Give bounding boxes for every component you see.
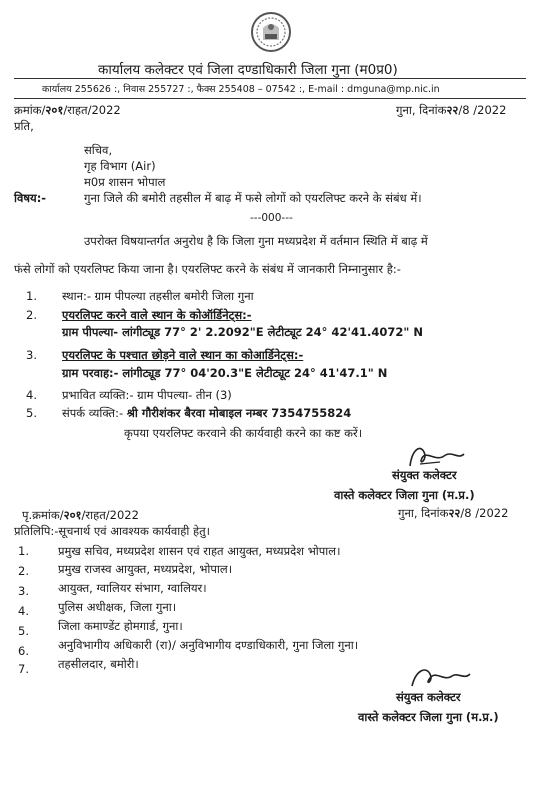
recipient-number: 1.	[18, 544, 29, 558]
contact-line: कार्यालय 255626 :, निवास 255727 :, फैक्स 255408 – 07542 :, E-mail : dmguna@mp.nic.in	[42, 84, 440, 95]
recipient-number: 2.	[18, 564, 29, 578]
copy-reference-date: गुना, दिनांक२२/8 /2022	[398, 506, 509, 520]
item-affected-persons: प्रभावित व्यक्ति:- ग्राम पीपल्या- तीन (3)	[62, 388, 232, 402]
header-rule-top	[14, 78, 526, 79]
recipient-number: 4.	[18, 604, 29, 618]
recipient-item: आयुक्त, ग्वालियर संभाग, ग्वालियर।	[58, 581, 207, 595]
item-airlift-origin-heading: एयरलिफ्ट करने वाले स्थान के कोऑर्डिनेट्स:-	[62, 308, 252, 322]
item-number: 1.	[26, 289, 37, 303]
recipient-number: 5.	[18, 624, 29, 638]
item-airlift-destination-heading: एयरलिफ्ट के पश्चात छोड़ने वाले स्थान का कोआर्डिनेट्स:-	[62, 348, 304, 362]
recipient-number: 7.	[18, 662, 29, 676]
addressee-line1: सचिव,	[84, 143, 113, 157]
item-number: 4.	[26, 388, 37, 402]
signature-scribble	[404, 662, 474, 692]
request-line: कृपया एयरलिफ्ट करवाने की कार्यवाही करने का कष्ट करें।	[124, 426, 363, 440]
recipient-number: 6.	[18, 644, 29, 658]
reference-date: गुना, दिनांक२२/8 /2022	[396, 103, 507, 117]
addressee-line3: म0प्र शासन भोपाल	[84, 175, 166, 189]
item-airlift-origin-coords: ग्राम पीपल्या- लांगीट्यूड 77° 2' 2.2092"E लेटीट्यूट 24° 42'41.4072" N	[62, 325, 423, 339]
recipient-item: प्रमुख सचिव, मध्यप्रदेश शासन एवं राहत आयुक्त, मध्यप्रदेश भोपाल।	[58, 544, 341, 558]
copy-reference-number: पृ.क्रमांक/२०१/राहत/2022	[22, 508, 139, 522]
item-location: स्थान:- ग्राम पीपल्या तहसील बमोरी जिला गुना	[62, 289, 254, 303]
recipient-item: तहसीलदार, बमोरी।	[58, 657, 139, 671]
item-number: 3.	[26, 348, 37, 362]
reference-number: क्रमांक/२०१/राहत/2022	[14, 103, 121, 117]
item-number: 5.	[26, 406, 37, 420]
recipient-number: 3.	[18, 584, 29, 598]
addressee-line2: गृह विभाग (Air)	[84, 159, 156, 173]
recipient-item: अनुविभागीय अधिकारी (रा)/ अनुविभागीय दण्डाधिकारी, गुना जिला गुना।	[58, 638, 359, 652]
subject-text: गुना जिले की बमोरी तहसील में बाढ़ में फसे लोगों को एयरलिफ्ट करने के संबंध में।	[84, 191, 422, 205]
item-airlift-destination-coords: ग्राम परवाह:- लांगीट्यूड 77° 04'20.3"E लेटीट्यूट 24° 41'47.1" N	[62, 366, 388, 380]
signature1-office: वास्ते कलेक्टर जिला गुना (म.प्र.)	[334, 488, 475, 502]
separator: ---000---	[250, 212, 293, 224]
signature2-office: वास्ते कलेक्टर जिला गुना (म.प्र.)	[358, 710, 499, 724]
recipient-item: जिला कमाण्डेंट होमगार्ड, गुना।	[58, 619, 183, 633]
recipient-item: प्रमुख राजस्व आयुक्त, मध्यप्रदेश, भोपाल।	[58, 562, 233, 576]
item-contact-person: संपर्क व्यक्ति:- श्री गौरीशंकर बैरवा मोबाइल नम्बर 7354755824	[62, 406, 352, 420]
header-rule-bottom	[14, 98, 526, 99]
body-para-line2: फंसे लोगों को एयरलिफ्ट किया जाना है। एयरलिफ्ट करने के संबंध में जानकारी निम्नानुसार है:-	[14, 262, 401, 276]
signature2-designation: संयुक्त कलेक्टर	[396, 690, 461, 704]
subject-label: विषय:-	[14, 191, 47, 205]
office-heading: कार्यालय कलेक्टर एवं जिला दण्डाधिकारी जिला गुना (म0प्र0)	[98, 62, 398, 78]
to-prati: प्रति,	[14, 119, 34, 133]
signature1-designation: संयुक्त कलेक्टर	[392, 468, 457, 482]
recipient-item: पुलिस अधीक्षक, जिला गुना।	[58, 600, 177, 614]
copy-intro: प्रतिलिपि:-सूचनार्थ एवं आवश्यक कार्यवाही हेतु।	[14, 524, 211, 538]
item-number: 2.	[26, 308, 37, 322]
state-emblem-icon	[249, 10, 293, 54]
body-para-line1: उपरोक्त विषयान्तर्गत अनुरोध है कि जिला गुना मध्यप्रदेश में वर्तमान स्थिति में बाढ़ में	[84, 234, 428, 248]
